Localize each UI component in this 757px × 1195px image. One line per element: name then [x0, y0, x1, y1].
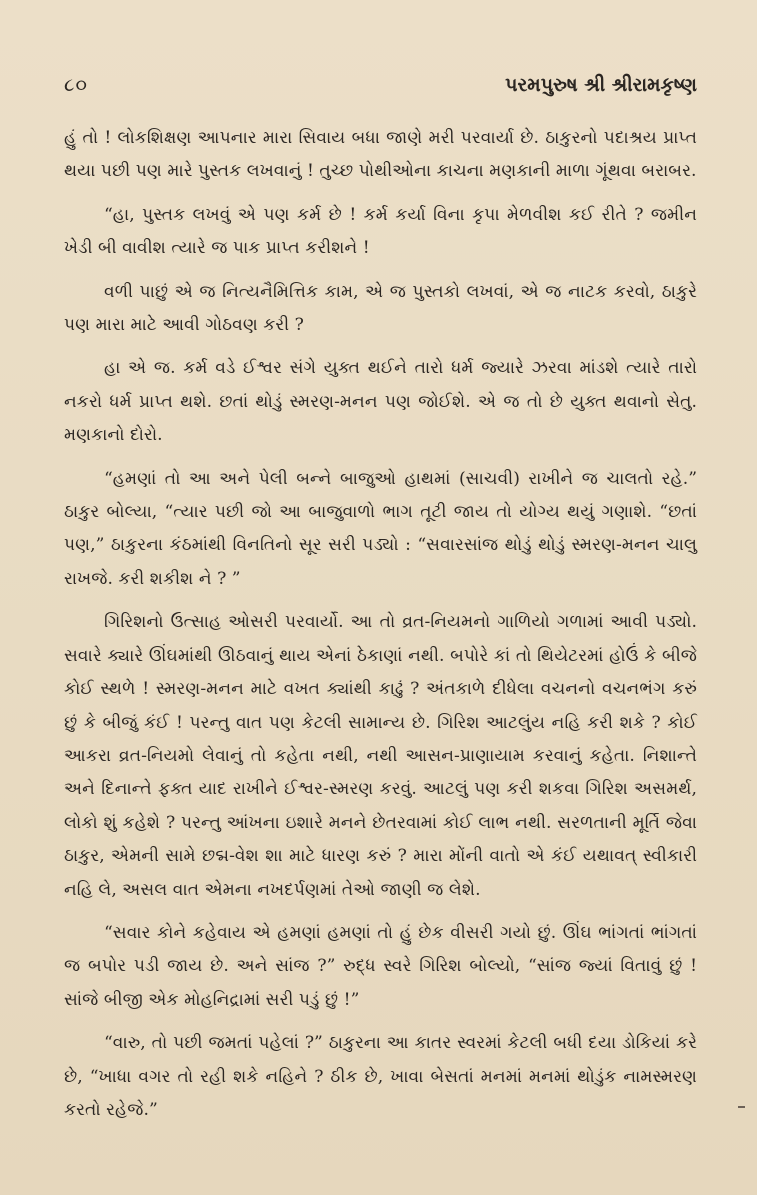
margin-mark [738, 1106, 745, 1108]
paragraph: “હમણાં તો આ અને પેલી બન્ને બાજુઓ હાથમાં (સાચવી) રાખીને જ ચાલતો રહે.” ઠાકુર બોલ્યા, “ત્યાર પછી જો આ બાજુવાળો ભાગ તૂટી જાય તો યોગ્ય થયું ગણાશે. “છતાં પણ,” ઠાકુરના કંઠમાંથી વિનતિનો સૂર સરી પડ્યો : “સવારસાંજ થોડું થોડું સ્મરણ-મનન ચાલુ રાખજે. કરી શકીશ ને ? ” [64, 468, 697, 589]
running-title: પરમપુરુષ શ્રી શ્રીરામકૃષ્ણ [505, 74, 697, 96]
body-text [64, 122, 697, 1127]
paragraph: “સવાર કોને કહેવાય એ હમણાં હમણાં તો હું છેક વીસરી ગયો છું. ઊંઘ ભાંગતાં ભાંગતાં જ બપોર પડી જાય છે. અને સાંજ ?” રુદ્ધ સ્વરે ગિરિશ બોલ્યો, “સાંજ જ્યાં વિતાવું છું ! સાંજે બીજી એક મોહનિદ્રામાં સરી પડું છું !” [64, 922, 697, 1010]
paragraph: વળી પાછું એ જ નિત્યનૈમિત્તિક કામ, એ જ પુસ્તકો લખવાં, એ જ નાટક કરવો, ઠાકુરે પણ મારા માટે આવી ગોઠવણ કરી ? [64, 281, 697, 336]
paragraph: ગિરિશનો ઉત્સાહ ઓસરી પરવાર્યો. આ તો વ્રત-નિયમનો ગાળિયો ગળામાં આવી પડ્યો. સવારે ક્યારે ઊંઘમાંથી ઊઠવાનું થાય એનાં ઠેકાણાં નથી. બપોરે કાં તો થિયેટરમાં હોઉં કે બીજે કોઈ સ્થળે ! સ્મરણ-મનન માટે વખત ક્યાંથી કાઢું ? અંતકાળે દીધેલા વચનનો વચનભંગ કરું છું કે બીજું કંઈ ! પરન્તુ વાત પણ કેટલી સામાન્ય છે. ગિરિશ આટલુંય નહિ કરી શકે ? કોઈ આકરા વ્રત-નિયમો લેવાનું તો કહેતા નથી, નથી આસન-પ્રાણાયામ કરવાનું કહેતા. નિશાન્તે અને દિનાન્તે ફક્ત યાદ રાખીને ઈશ્વર-સ્મરણ કરવું. આટલું પણ કરી શકવા ગિરિશ અસમર્થ, લોકો શું કહેશે ? પરન્તુ આંખના ઇશારે મનને છેતરવામાં કોઈ લાભ નથી. સરળતાની મૂર્તિ જેવા ઠાકુર, એમની સામે છદ્મ-વેશ શા માટે ધારણ કરું ? મારા મોંની વાતો એ કંઈ યથાવત્ સ્વીકારી નહિ લે, અસલ વાત એમના નખદર્પણમાં તેઓ જાણી જ લેશે. [64, 612, 697, 900]
running-head [64, 74, 697, 96]
paragraph: “હા, પુસ્તક લખવું એ પણ કર્મ છે ! કર્મ કર્યા વિના કૃપા મેળવીશ કઈ રીતે ? જમીન ખેડી બી વાવીશ ત્યારે જ પાક પ્રાપ્ત કરીશને ! [64, 204, 697, 259]
paragraph: હા એ જ. કર્મ વડે ઈશ્વર સંગે યુક્ત થઈને તારો ધર્મ જ્યારે ઝરવા માંડશે ત્યારે તારો નકરો ધર્મ પ્રાપ્ત થશે. છતાં થોડું સ્મરણ-મનન પણ જોઈશે. એ જ તો છે યુક્ત થવાનો સેતુ. મણકાનો દોરો. [64, 358, 697, 446]
paragraph: “વારુ, તો પછી જમતાં પહેલાં ?” ઠાકુરના આ કાતર સ્વરમાં કેટલી બધી દયા ડોકિયાં કરે છે, “ખાધા વગર તો રહી શકે નહિને ? ઠીક છે, ખાવા બેસતાં મનમાં મનમાં થોડુંક નામસ્મરણ કરતો રહેજે.” [64, 1033, 697, 1120]
paragraph: હું તો ! લોકશિક્ષણ આપનાર મારા સિવાય બધા જાણે મરી પરવાર્યા છે. ઠાકુરનો પદાશ્રય પ્રાપ્ત થયા પછી પણ મારે પુસ્તક લખવાનું ! તુચ્છ પોથીઓના કાચના મણકાની માળા ગૂંથવા બરાબર. [64, 128, 697, 182]
page-number: ૮૦ [64, 74, 88, 96]
